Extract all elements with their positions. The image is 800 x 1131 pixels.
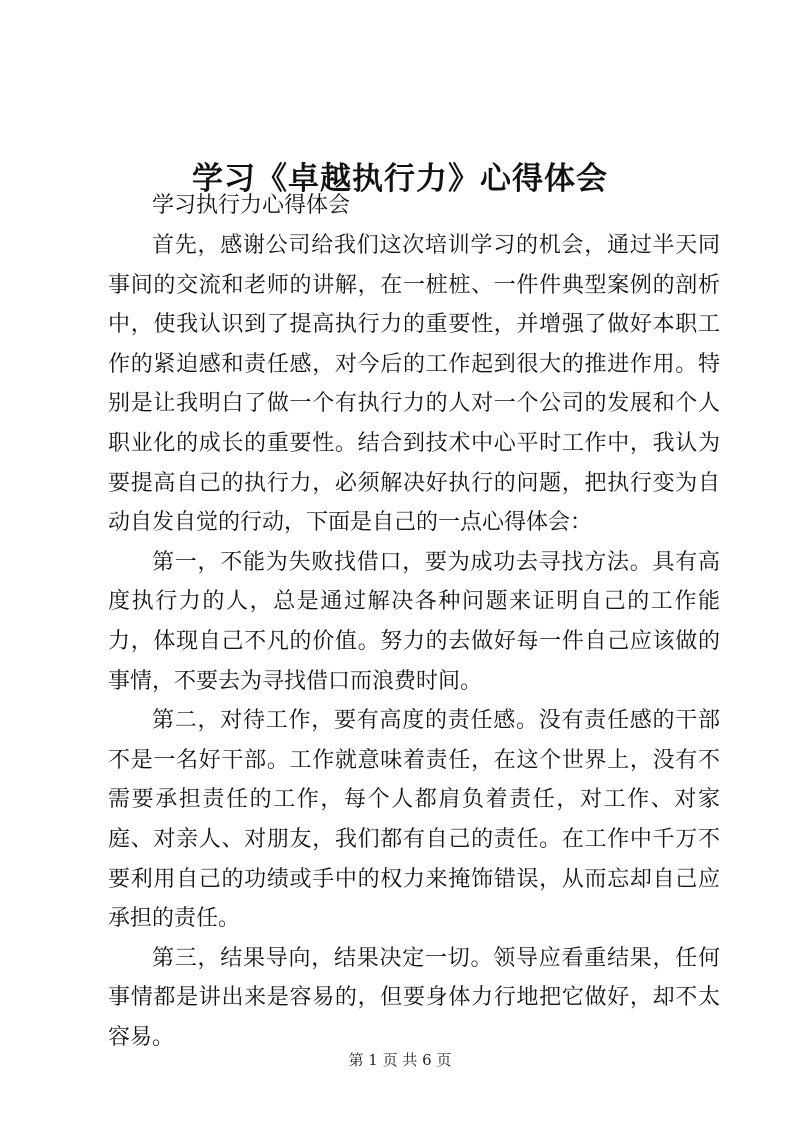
body-paragraph-intro: 首先，感谢公司给我们这次培训学习的机会，通过半天同事间的交流和老师的讲解，在一桩桩、一件件典型案例的剖析中，使我认识到了提高执行力的重要性，并增强了做好本职工作的紧迫感和责任感，对今后的工作起到很大的推进作用。特别是让我明白了做一个有执行力的人对一个公司的发展和个人职业化的成长的重要性。结合到技术中心平时工作中，我认为要提高自己的执行力，必须解决好执行的问题，把执行变为自动自发自觉的行动，下面是自己的一点心得体会： <box>108 233 720 536</box>
body-paragraph-first-point: 第一，不能为失败找借口，要为成功去寻找方法。具有高度执行力的人，总是通过解决各种问题来证明自己的工作能力，体现自己不凡的价值。努力的去做好每一件自己应该做的事情，不要去为寻找借口而浪费时间。 <box>108 549 720 694</box>
body-paragraph-second-point: 第二，对待工作，要有高度的责任感。没有责任感的干部不是一名好干部。工作就意味着责任，在这个世界上，没有不需要承担责任的工作，每个人都肩负着责任，对工作、对家庭、对亲人、对朋友，我们都有自己的责任。在工作中千万不要利用自己的功绩或手中的权力来掩饰错误，从而忘却自己应承担的责任。 <box>108 708 720 932</box>
document-subtitle: 学习执行力心得体会 <box>152 193 351 218</box>
body-paragraph-third-point: 第三，结果导向，结果决定一切。领导应看重结果，任何事情都是讲出来是容易的，但要身体力行地把它做好，却不太容易。 <box>108 945 720 1050</box>
document-title: 学习《卓越执行力》心得体会 <box>192 160 608 197</box>
page-footer: 第 1 页 共 6 页 <box>348 1051 452 1069</box>
document-body <box>108 185 720 1057</box>
